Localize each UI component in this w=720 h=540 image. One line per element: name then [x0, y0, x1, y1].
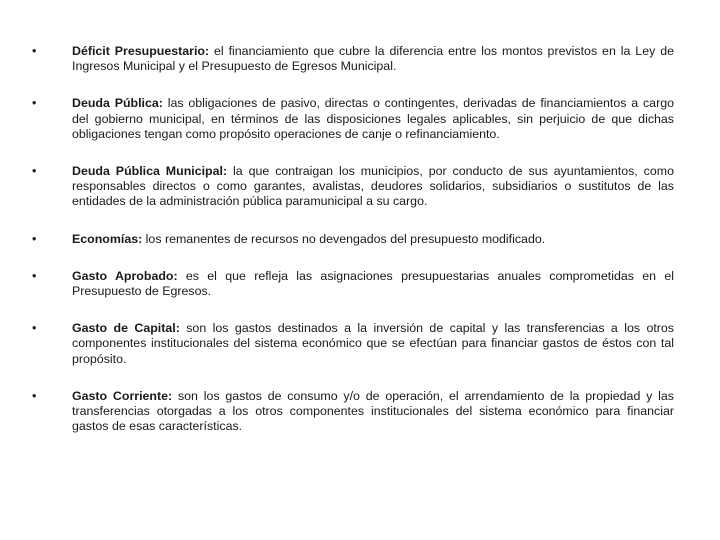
definition-text — [72, 164, 674, 210]
bullet-icon: • — [32, 164, 37, 179]
term-label: Gasto Corriente: — [72, 388, 173, 403]
list-item — [30, 321, 674, 367]
definition-text — [72, 269, 674, 299]
glossary-list — [30, 44, 674, 456]
bullet-icon: • — [32, 268, 37, 283]
definition-body: es el que refleja las asignaciones presupuestarias anuales comprometidas en el Presupuesto de Egresos. — [72, 268, 674, 299]
definition-body: son los gastos destinados a la inversión de capital y las transferencias a los otros componentes institucionales del sistema económico que se efectúan para financiar gastos de éstos con tal propósito. — [72, 321, 674, 366]
definition-text — [72, 389, 674, 435]
term-label: Déficit Presupuestario: — [72, 44, 210, 58]
term-label: Gasto Aprobado: — [72, 268, 178, 283]
term-label: Deuda Pública: — [72, 96, 163, 111]
definition-body: los remanentes de recursos no devengados del presupuesto modificado. — [142, 231, 546, 246]
definition-text — [72, 44, 674, 74]
bullet-icon: • — [32, 44, 37, 58]
definition-text — [72, 96, 674, 142]
term-label: Gasto de Capital: — [72, 321, 180, 336]
list-item — [30, 389, 674, 435]
list-item — [30, 269, 674, 299]
definition-text — [72, 321, 674, 367]
bullet-icon: • — [32, 231, 37, 246]
definition-body: son los gastos de consumo y/o de operación, el arrendamiento de la propiedad y las transferencias otorgadas a los otros componentes institucionales del sistema económico para financiar gastos de esas características. — [72, 388, 674, 434]
list-item — [30, 164, 674, 210]
bullet-icon: • — [32, 388, 37, 403]
term-label: Economías: — [72, 231, 143, 246]
bullet-icon: • — [32, 321, 37, 336]
term-label: Deuda Pública Municipal: — [72, 164, 228, 179]
bullet-icon: • — [32, 96, 37, 111]
definition-body: las obligaciones de pasivo, directas o contingentes, derivadas de financiamientos a cargo del gobierno municipal, en términos de las disposiciones legales aplicables, sin perjuicio de que dichas obligaciones tengan como propósito operaciones de canje o refinanciamiento. — [72, 96, 674, 141]
list-item — [30, 232, 674, 247]
list-item — [30, 44, 674, 74]
list-item — [30, 96, 674, 142]
definition-text — [72, 232, 674, 247]
definition-body: la que contraigan los municipios, por conducto de sus ayuntamientos, como responsables directos o como garantes, avalistas, deudores solidarios, subsidiarios o sustitutos de las entidades de la administración pública paramunicipal a su cargo. — [72, 164, 674, 209]
definition-body: el financiamiento que cubre la diferencia entre los montos previstos en la Ley de Ingresos Municipal y el Presupuesto de Egresos Municipal. — [72, 44, 674, 74]
